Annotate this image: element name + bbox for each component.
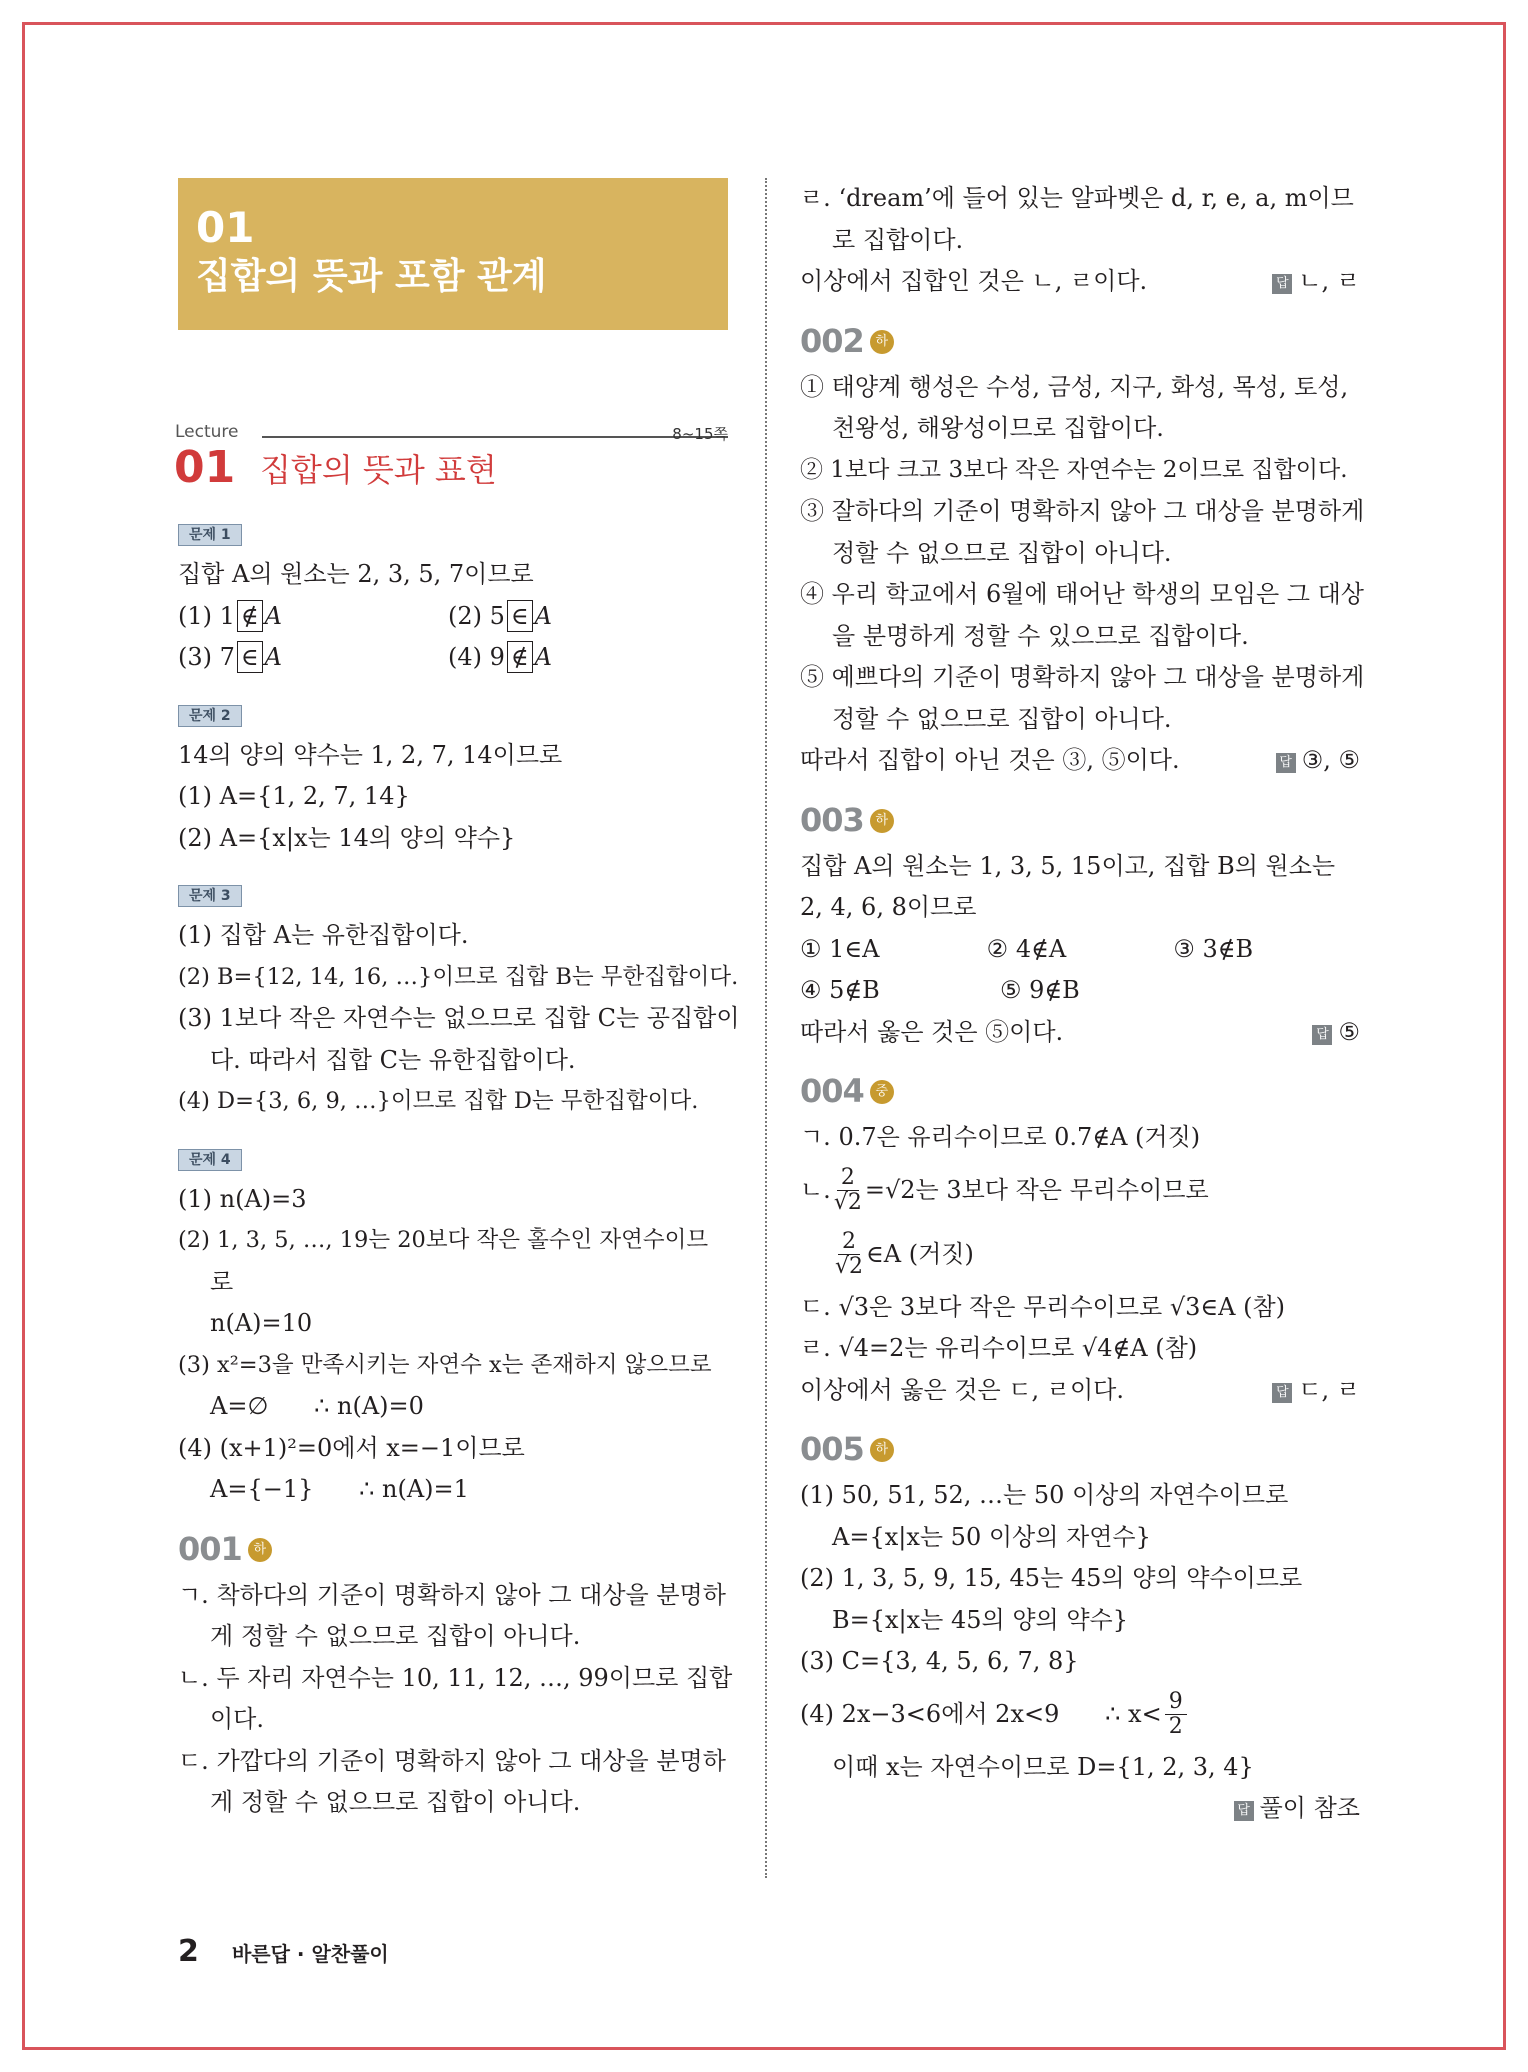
answer-icon: 답 [1272,1383,1292,1403]
text-line: (4) 2x−3<6에서 2x<9 ∴ x< [800,1699,1162,1728]
text-line: 이상에서 옳은 것은 ㄷ, ㄹ이다. [800,1375,1124,1404]
text-line: (1) 50, 51, 52, …는 50 이상의 자연수이므로 [800,1481,1289,1509]
problem-heading [800,796,1360,846]
set-name: A [534,601,553,630]
answer-value: ㄷ, ㄹ [1298,1375,1360,1404]
final-answer [1276,740,1360,782]
text-line: ㄱ. 0.7은 유리수이므로 0.7∉A (거짓) [800,1123,1201,1151]
answer-value: ⑤ [1338,1017,1360,1046]
answer-box: ∉ [507,641,533,673]
fraction-line [800,1683,1360,1747]
level-badge: 하 [248,1538,272,1562]
column-divider [765,178,767,1878]
text-line: (2) A={x|x는 14의 양의 약수} [178,823,516,852]
answer-icon: 답 [1312,1025,1332,1045]
answer-value: ㄴ, ㄹ [1298,267,1360,295]
answer-icon: 답 [1276,753,1296,773]
level-badge: 중 [870,1080,894,1104]
final-answer [1312,1012,1360,1054]
fraction [1165,1690,1187,1739]
text-line: ㄹ. √4=2는 유리수이므로 √4∉A (참) [800,1334,1198,1362]
problem-heading [800,1067,1360,1117]
right-column [800,178,1365,1830]
problem-label: 문제 3 [178,885,242,907]
set-name: A [264,643,283,671]
numerator: 2 [837,1166,859,1191]
problem-number: 003 [800,800,864,839]
text-line: 따라서 집합이 아닌 것은 ③, ⑤이다. [800,746,1180,774]
page-footer [178,1934,389,1969]
text-line: ③ 잘하다의 기준이 명확하지 않아 그 대상을 분명하게 [800,497,1365,525]
problem-1 [178,498,728,679]
text-line: 다. 따라서 집합 C는 유한집합이다. [210,1045,576,1074]
lecture-title: 집합의 뜻과 표현 [260,451,497,489]
answer-value: 풀이 참조 [1259,1794,1360,1822]
denominator: √2 [833,1190,862,1215]
fraction-line [800,1223,1360,1287]
answer-line [800,261,1360,303]
choice: ② 4∉A [986,934,1067,963]
answer-text: (3) 7 [178,643,235,671]
text-line: (1) n(A)=3 [178,1184,307,1213]
answer-text: (4) 9 [448,643,505,671]
choice-row [800,970,1360,1012]
final-answer [1272,261,1360,303]
problem-002 [800,317,1365,782]
text-line: 천왕성, 해왕성이므로 집합이다. [832,414,1164,442]
text-line: 로 집합이다. [832,225,964,254]
problem-label: 문제 1 [178,524,242,546]
answer-text: (2) 5 [448,601,505,630]
problem-heading [800,1425,1360,1475]
footer-title: 바른답 · 알찬풀이 [231,1942,389,1966]
problem-003 [800,796,1360,1054]
fraction [834,1166,862,1215]
text-line: (3) C={3, 4, 5, 6, 7, 8} [800,1647,1079,1675]
lecture-number: 01 [174,442,236,493]
final-answer [1272,1370,1360,1412]
answer-icon: 답 [1272,274,1292,294]
answer-line [800,1012,1360,1054]
answer-line [800,740,1360,782]
problem-heading [800,317,1360,367]
left-column [174,178,740,1824]
denominator: √2 [835,1254,864,1279]
text-line: (4) D={3, 6, 9, …}이므로 집합 D는 무한집합이다. [178,1088,699,1114]
text-line: ∈A (거짓) [866,1239,974,1268]
answer-box: ∈ [237,641,263,673]
text-line: 게 정할 수 없으므로 집합이 아니다. [210,1788,581,1816]
level-badge: 하 [870,1438,894,1462]
answer-icon: 답 [1234,1801,1254,1821]
choice: ③ 3∉B [1173,934,1254,963]
text-line: B={x|x는 45의 양의 약수} [832,1605,1128,1634]
text-line: ㄷ. 가깝다의 기준이 명확하지 않아 그 대상을 분명하 [178,1746,726,1775]
text-line: ⑤ 예쁘다의 기준이 명확하지 않아 그 대상을 분명하게 [800,663,1365,691]
set-name: A [534,643,553,671]
final-answer [800,1788,1360,1830]
text-line: (2) 1, 3, 5, 9, 15, 45는 45의 양의 약수이므로 [800,1564,1303,1592]
text-line: 14의 양의 약수는 1, 2, 7, 14이므로 [178,740,563,769]
text-line: ㄱ. 착하다의 기준이 명확하지 않아 그 대상을 분명하 [178,1580,726,1609]
fraction-line [800,1159,1360,1223]
problem-005 [800,1425,1360,1830]
text-line: 2, 4, 6, 8이므로 [800,893,977,921]
answer-line [800,1370,1360,1412]
text-line: ㄷ. √3은 3보다 작은 무리수이므로 √3∈A (참) [800,1292,1286,1321]
text-line: 이때 x는 자연수이므로 D={1, 2, 3, 4} [832,1752,1254,1781]
text-line: 이상에서 집합인 것은 ㄴ, ㄹ이다. [800,267,1148,295]
text-line: ④ 우리 학교에서 6월에 태어난 학생의 모임은 그 대상 [800,580,1364,608]
text-line: ㄴ. 두 자리 자연수는 10, 11, 12, …, 99이므로 집합 [178,1663,733,1692]
text-line: A={−1} ∴ n(A)=1 [210,1475,469,1503]
problem-number: 002 [800,321,864,360]
choice: ⑤ 9∉B [1000,976,1080,1004]
text-line: ㄴ. [800,1175,831,1204]
chapter-header [178,178,728,330]
problem-3 [178,859,740,1123]
chapter-title: 집합의 뜻과 포함 관계 [196,256,547,297]
set-name: A [264,601,283,630]
text-line: (4) (x+1)²=0에서 x=−1이므로 [178,1433,525,1462]
text-line: 정할 수 없으므로 집합이 아니다. [832,538,1172,567]
text-line: =√2는 3보다 작은 무리수이므로 [864,1175,1209,1204]
text-line: 집합 A의 원소는 1, 3, 5, 15이고, 집합 B의 원소는 [800,851,1336,880]
problem-4 [178,1123,728,1511]
numerator: 9 [1165,1690,1187,1715]
problem-004 [800,1067,1360,1411]
lecture-label: Lecture [175,422,239,442]
problem-number: 005 [800,1430,864,1469]
answer-value: ③, ⑤ [1301,746,1360,774]
problem-001-continued [800,178,1360,303]
chapter-number: 01 [196,203,255,252]
answer-text: (1) 1 [178,601,235,630]
numerator: 2 [838,1230,860,1255]
lecture-header [174,422,728,498]
level-badge: 하 [870,809,894,833]
text-line: (1) 집합 A는 유한집합이다. [178,921,469,949]
text-line: ② 1보다 크고 3보다 작은 자연수는 2이므로 집합이다. [800,456,1348,483]
text-line: 로 [210,1267,234,1296]
page-number: 2 [178,1934,199,1969]
text-line: A=∅ ∴ n(A)=0 [210,1392,424,1420]
problem-label: 문제 2 [178,705,242,727]
fraction [835,1230,863,1279]
denominator: 2 [1168,1714,1183,1739]
text-line: 따라서 옳은 것은 ⑤이다. [800,1017,1064,1046]
text-line: n(A)=10 [210,1309,313,1337]
problem-label: 문제 4 [178,1149,242,1171]
problem-001 [178,1525,733,1824]
problem-number: 001 [178,1529,242,1568]
lecture-pages: 8~15쪽 [672,425,728,443]
text-line: 을 분명하게 정할 수 있으므로 집합이다. [832,621,1249,650]
problem-number: 004 [800,1072,864,1111]
text-line: ㄹ. ‘dream’에 들어 있는 알파벳은 d, r, e, a, m이므 [800,184,1354,212]
problem-2 [178,679,728,860]
answer-box: ∈ [507,600,533,632]
choice-row [800,929,1360,971]
problem-heading [178,1525,728,1575]
text-line: A={x|x는 50 이상의 자연수} [832,1522,1151,1551]
answer-row [178,596,728,638]
text-line: (3) 1보다 작은 자연수는 없으므로 집합 C는 공집합이 [178,1004,740,1032]
text-line: ① 태양계 행성은 수성, 금성, 지구, 화성, 목성, 토성, [800,372,1349,401]
level-badge: 하 [870,330,894,354]
answer-row [178,637,728,679]
text-line: (2) B={12, 14, 16, …}이므로 집합 B는 무한집합이다. [178,963,739,990]
text-line: 정할 수 없으므로 집합이 아니다. [832,704,1172,733]
lecture-rule [262,436,728,438]
text-line: (1) A={1, 2, 7, 14} [178,782,410,810]
text-line: 게 정할 수 없으므로 집합이 아니다. [210,1622,581,1650]
answer-box: ∉ [237,600,263,632]
choice: ① 1∈A [800,934,880,963]
text-line: 집합 A의 원소는 2, 3, 5, 7이므로 [178,560,534,588]
choice: ④ 5∉B [800,976,880,1004]
text-line: (2) 1, 3, 5, …, 19는 20보다 작은 홀수인 자연수이므 [178,1227,709,1253]
text-line: (3) x²=3을 만족시키는 자연수 x는 존재하지 않으므로 [178,1351,712,1378]
text-line: 이다. [210,1705,264,1733]
